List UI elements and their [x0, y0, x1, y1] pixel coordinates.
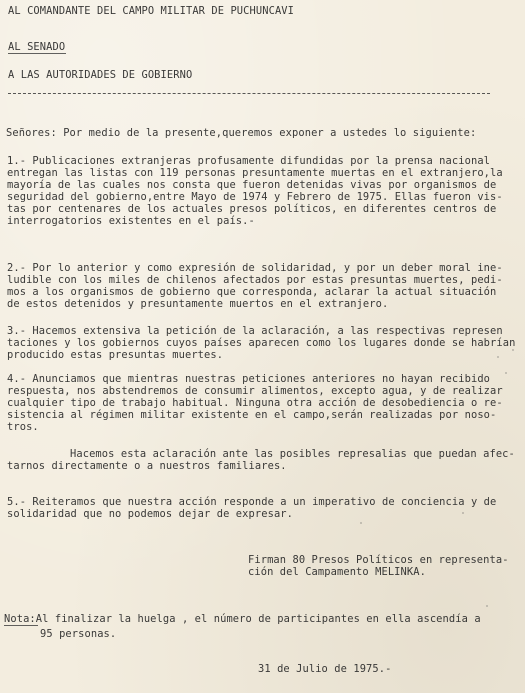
- p1-line: mayoría de las cuales nos consta que fueron detenidas vivas por organismos de: [7, 179, 497, 191]
- p1-line: entregan las listas con 119 personas presuntamente muertas en el extranjero,la: [7, 167, 503, 179]
- nota-line: Nota:Al finalizar la huelga , el número de participantes en ella ascendía a: [4, 613, 481, 625]
- p1-line: seguridad del gobierno,entre Mayo de 1974 y Febrero de 1975. Ellas fueron vis-: [7, 191, 503, 203]
- p5-line: 5.- Reiteramos que nuestra acción responde a un imperativo de conciencia y de: [7, 496, 497, 508]
- p1-line: tas por centenares de los actuales presos políticos, en diferentes centros de: [7, 203, 497, 215]
- p4-line: tros.: [7, 421, 39, 433]
- p3-line: 3.- Hacemos extensiva la petición de la aclaración, a las respectivas represen: [7, 325, 503, 337]
- p2-line: mos a los organismos de gobierno que corresponda, aclarar la actual situación: [7, 286, 497, 298]
- p3-line: taciones y los gobiernos cuyos países aparecen como los lugares donde se habrían: [7, 337, 516, 349]
- paper-speck: [462, 512, 464, 514]
- paper-speck: [360, 522, 362, 524]
- p4b-line: Hacemos esta aclaración ante las posibles represalias que puedan afec-: [70, 448, 515, 460]
- p4-line: sistencia al régimen militar existente en el campo,serán realizadas por noso-: [7, 409, 497, 421]
- dashed-separator: [8, 93, 490, 94]
- p1-line: 1.- Publicaciones extranjeras profusamente difundidas por la prensa nacional: [7, 155, 491, 167]
- p4-line: respuesta, nos abstendremos de consumir alimentos, excepto agua, y de realizar: [7, 385, 503, 397]
- signature-line: ción del Campamento MELINKA.: [248, 566, 426, 578]
- p2-line: de estos detenidos y presuntamente muertos en el extranjero.: [7, 298, 389, 310]
- recipient-line-3: A LAS AUTORIDADES DE GOBIERNO: [8, 69, 193, 81]
- p5-line: solidaridad que no podemos dejar de expresar.: [7, 508, 294, 520]
- p4-line: 4.- Anunciamos que mientras nuestras peticiones anteriores no hayan recibido: [7, 373, 491, 385]
- paper-speck: [512, 349, 514, 351]
- nota-underline: [4, 625, 38, 626]
- nota-line: 95 personas.: [40, 628, 117, 640]
- p1-line: interrogatorios existentes en el país.-: [7, 215, 255, 227]
- recipient-line-2: AL SENADO: [8, 41, 66, 53]
- recipient-line-1: AL COMANDANTE DEL CAMPO MILITAR DE PUCHUNCAVI: [8, 5, 295, 17]
- salutation: Señores: Por medio de la presente,queremos exponer a ustedes lo siguiente:: [6, 127, 477, 139]
- recipient-underline-2: [8, 53, 66, 54]
- p2-line: ludible con los miles de chilenos afectados por estas presuntas muertes, pedi-: [7, 274, 503, 286]
- p3-line: producido estas presuntas muertes.: [7, 349, 224, 361]
- paper-speck: [486, 605, 488, 607]
- paper-speck: [505, 372, 507, 374]
- p2-line: 2.- Por lo anterior y como expresión de solidaridad, y por un deber moral ine-: [7, 262, 503, 274]
- signature-line: Firman 80 Presos Políticos en representa-: [248, 554, 509, 566]
- p4b-line: tarnos directamente o a nuestros familiares.: [7, 460, 287, 472]
- date-line: 31 de Julio de 1975.-: [258, 663, 392, 675]
- p4-line: cualquier tipo de trabajo habitual. Ninguna otra acción de desobediencia o re-: [7, 397, 503, 409]
- paper-speck: [497, 356, 499, 358]
